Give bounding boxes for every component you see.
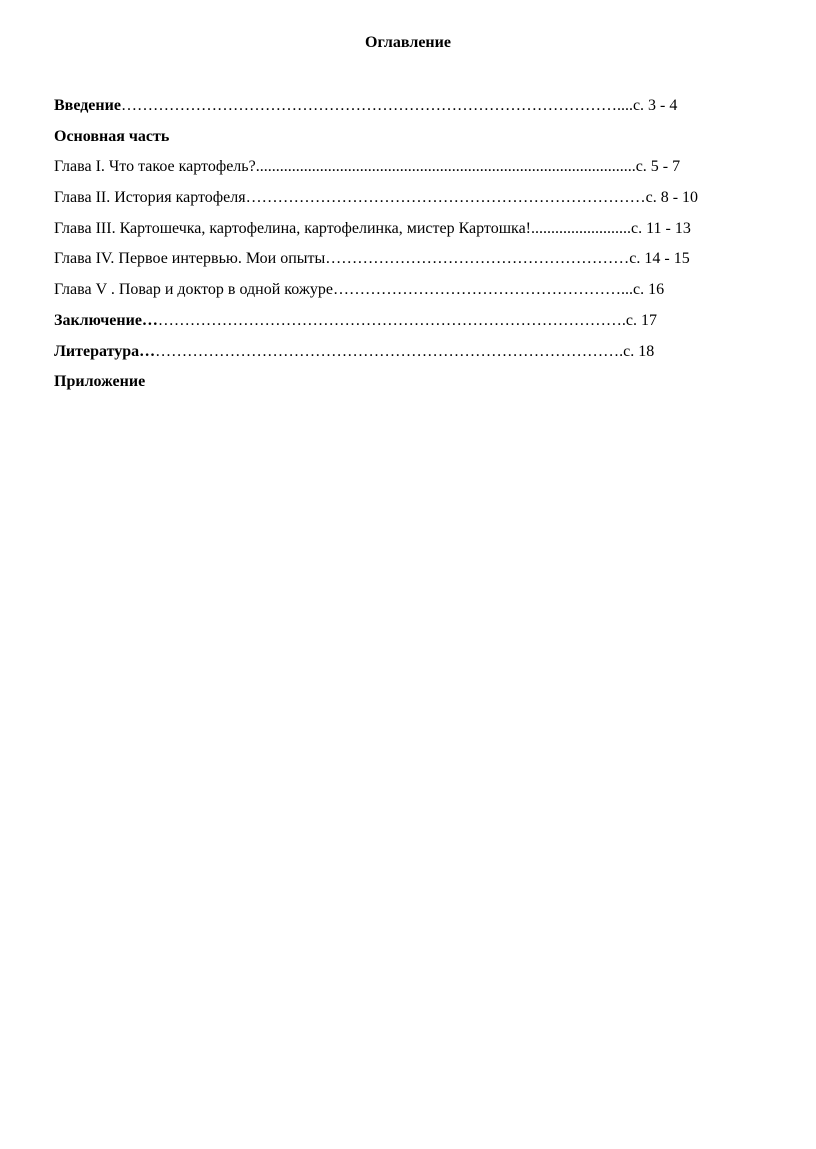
toc-entry-label: Глава V . Повар и доктор в одной кожуре [54, 281, 333, 299]
toc-entry-label: Литература… [54, 342, 156, 360]
toc-entry-leader: ............................................................................................... [255, 158, 636, 176]
toc-entry [54, 247, 779, 278]
toc-entry-leader: ………………………………………………... [332, 281, 633, 299]
toc-entry-page: с. 14 - 15 [629, 250, 690, 268]
toc-entry-label: Введение [54, 97, 121, 114]
toc-entry [54, 217, 779, 248]
toc-entry-page: с. 16 [632, 281, 665, 299]
toc-entry [54, 155, 779, 186]
toc-entry-label: Приложение [54, 373, 146, 391]
toc-entry-leader: ………………………………………………………………… [245, 189, 646, 207]
toc-entry-leader: ………………………………………………………………………………….... [120, 97, 633, 114]
toc-entry [54, 309, 779, 340]
toc-entry-page: с. 11 - 13 [631, 219, 691, 237]
page-title: Оглавление [365, 34, 451, 51]
toc-entry-page: с. 18 [623, 342, 655, 360]
toc-entry-label: Заключение… [54, 311, 158, 329]
toc-section-heading [54, 370, 779, 401]
toc-entry-label: Основная часть [54, 127, 170, 145]
toc-entry-label: Глава IV. Первое интервью. Мои опыты [54, 250, 326, 268]
toc-entry-page: с. 17 [625, 311, 658, 329]
toc-entry-leader: ......................... [531, 219, 631, 237]
toc-entry [54, 186, 779, 217]
toc-entry [54, 278, 779, 309]
toc-entry-page: с. 8 - 10 [645, 189, 699, 207]
toc-entry-label: Глава II. История картофеля [54, 189, 246, 207]
toc-entry [54, 94, 779, 125]
toc-entry-leader: ……………………………………………………………………………. [155, 342, 624, 360]
toc-entry-page: с. 3 - 4 [632, 97, 678, 114]
toc-entry-label: Глава I. Что такое картофель? [54, 158, 256, 176]
toc-entry-label: Глава III. Картошечка, картофелина, картофелинка, мистер Картошка! [54, 219, 531, 237]
toc-entry [54, 340, 779, 371]
table-of-contents [54, 94, 779, 401]
toc-entry-page: с. 5 - 7 [635, 158, 681, 176]
toc-entry-leader: ……………………………………………………………………………. [157, 311, 626, 329]
toc-entry-leader: ………………………………………………… [325, 250, 630, 268]
toc-section-heading [54, 125, 779, 156]
